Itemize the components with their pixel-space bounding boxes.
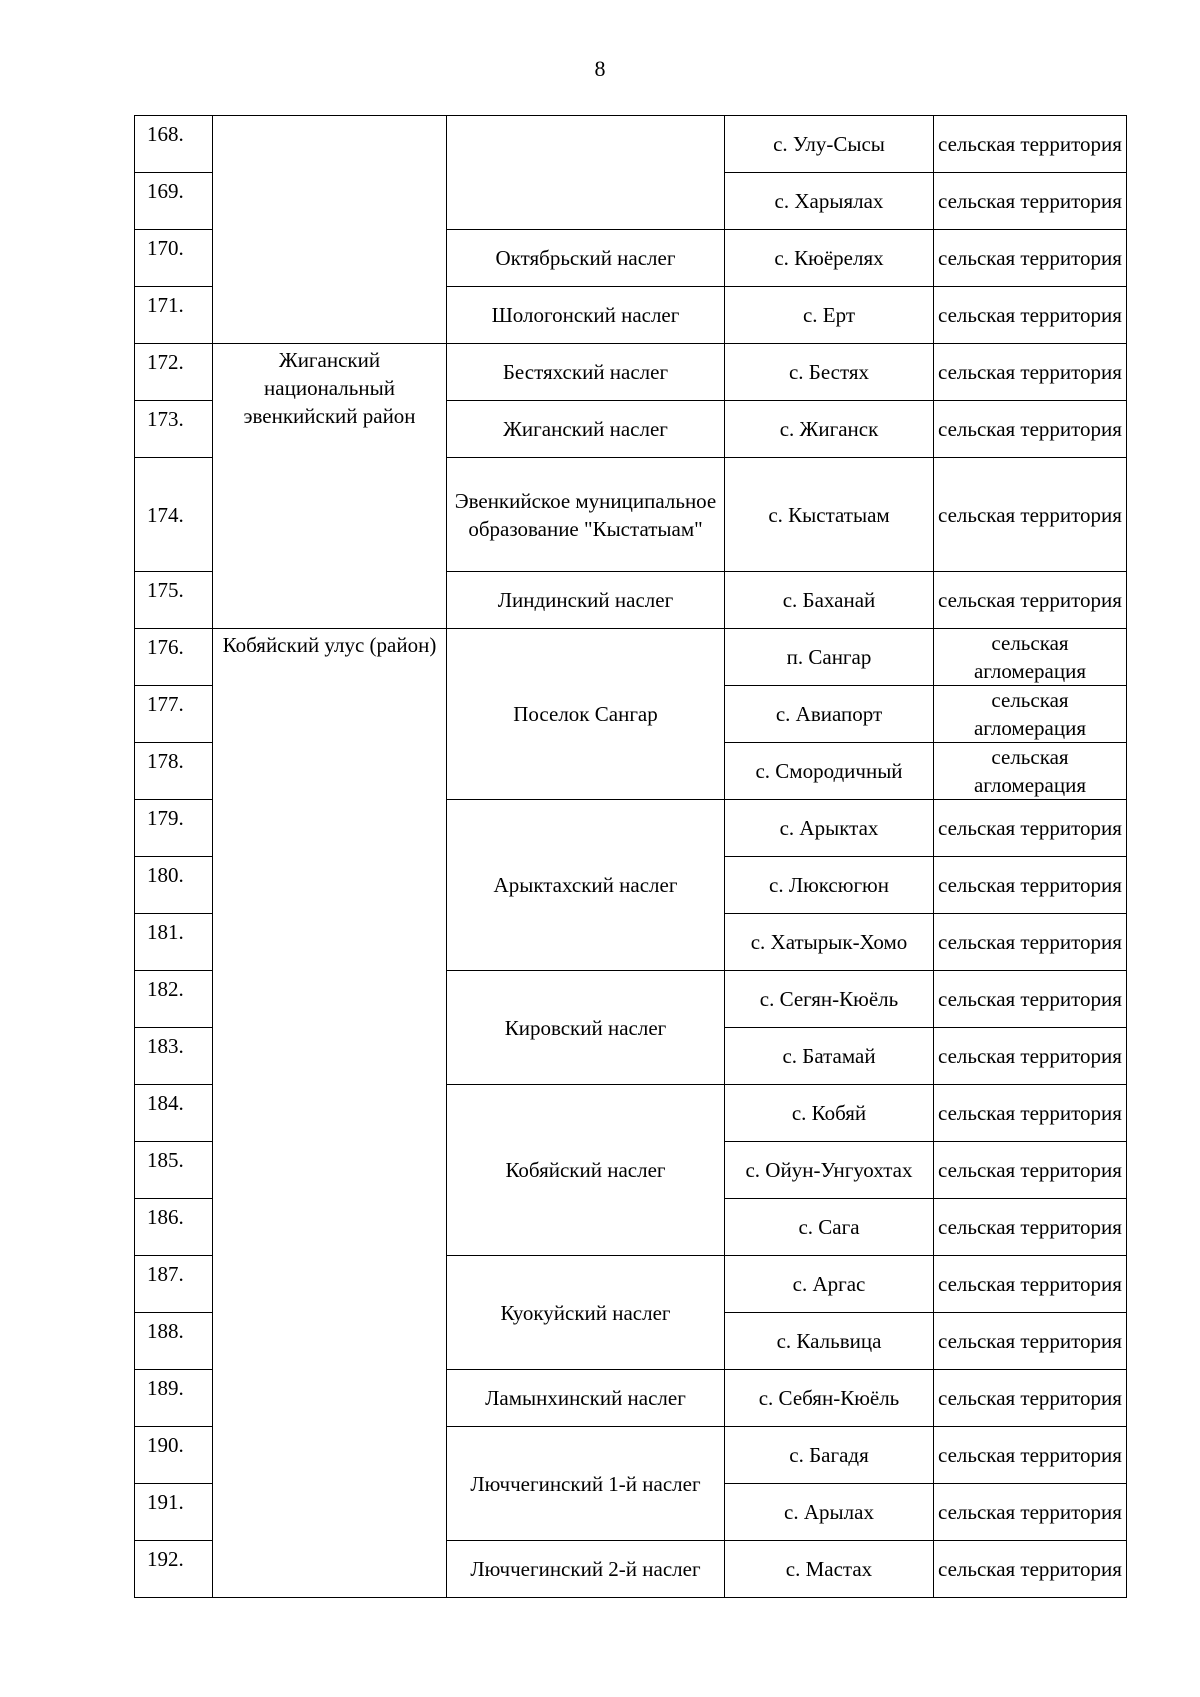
row-number: 188. <box>135 1313 213 1370</box>
settlement-cell: с. Авиапорт <box>725 686 934 743</box>
type-cell: сельская территория <box>934 1028 1127 1085</box>
row-number: 192. <box>135 1541 213 1598</box>
settlement-cell: с. Кюёрелях <box>725 230 934 287</box>
row-number: 177. <box>135 686 213 743</box>
type-cell: сельская территория <box>934 401 1127 458</box>
type-cell: сельская территория <box>934 572 1127 629</box>
row-number: 185. <box>135 1142 213 1199</box>
type-cell: сельская территория <box>934 287 1127 344</box>
settlement-cell: п. Сангар <box>725 629 934 686</box>
settlement-cell: с. Хатырык-Хомо <box>725 914 934 971</box>
row-number: 168. <box>135 116 213 173</box>
type-cell: сельская территория <box>934 857 1127 914</box>
settlement-cell: с. Арыктах <box>725 800 934 857</box>
municipality-cell: Ламынхинский наслег <box>447 1370 725 1427</box>
municipality-cell: Арыктахский наслег <box>447 800 725 971</box>
type-cell: сельская агломерация <box>934 629 1127 686</box>
municipality-cell: Жиганский наслег <box>447 401 725 458</box>
settlement-cell: с. Харыялах <box>725 173 934 230</box>
settlement-cell: с. Аргас <box>725 1256 934 1313</box>
row-number: 175. <box>135 572 213 629</box>
row-number: 181. <box>135 914 213 971</box>
type-cell: сельская территория <box>934 1484 1127 1541</box>
type-cell: сельская территория <box>934 1256 1127 1313</box>
settlement-cell: с. Ойун-Унгуохтах <box>725 1142 934 1199</box>
municipality-cell: Бестяхский наслег <box>447 344 725 401</box>
row-number: 170. <box>135 230 213 287</box>
settlement-cell: с. Ерт <box>725 287 934 344</box>
settlement-cell: с. Мастах <box>725 1541 934 1598</box>
settlement-cell: с. Арылах <box>725 1484 934 1541</box>
table-row <box>135 116 1127 173</box>
row-number: 171. <box>135 287 213 344</box>
settlement-cell: с. Жиганск <box>725 401 934 458</box>
type-cell: сельская территория <box>934 1370 1127 1427</box>
row-number: 191. <box>135 1484 213 1541</box>
settlement-cell: с. Батамай <box>725 1028 934 1085</box>
municipality-cell: Эвенкийское муниципальное образование "Кыстатыам" <box>447 458 725 572</box>
row-number: 172. <box>135 344 213 401</box>
municipality-cell: Кировский наслег <box>447 971 725 1085</box>
municipality-cell: Поселок Сангар <box>447 629 725 800</box>
settlement-cell: с. Сегян-Кюёль <box>725 971 934 1028</box>
district-cell <box>213 116 447 344</box>
settlement-cell: с. Смородичный <box>725 743 934 800</box>
type-cell: сельская территория <box>934 173 1127 230</box>
settlement-cell: с. Кобяй <box>725 1085 934 1142</box>
row-number: 178. <box>135 743 213 800</box>
type-cell: сельская территория <box>934 1427 1127 1484</box>
type-cell: сельская агломерация <box>934 686 1127 743</box>
type-cell: сельская территория <box>934 116 1127 173</box>
settlement-cell: с. Себян-Кюёль <box>725 1370 934 1427</box>
row-number: 187. <box>135 1256 213 1313</box>
type-cell: сельская территория <box>934 344 1127 401</box>
municipality-cell: Люччегинский 1-й наслег <box>447 1427 725 1541</box>
row-number: 183. <box>135 1028 213 1085</box>
type-cell: сельская территория <box>934 1085 1127 1142</box>
settlement-cell: с. Сага <box>725 1199 934 1256</box>
settlement-cell: с. Баханай <box>725 572 934 629</box>
district-cell: Жиганский национальный эвенкийский район <box>213 344 447 629</box>
municipality-cell: Шологонский наслег <box>447 287 725 344</box>
type-cell: сельская территория <box>934 971 1127 1028</box>
municipality-cell: Куокуйский наслег <box>447 1256 725 1370</box>
settlement-cell: с. Бестях <box>725 344 934 401</box>
municipality-cell: Линдинский наслег <box>447 572 725 629</box>
type-cell: сельская территория <box>934 1142 1127 1199</box>
row-number: 176. <box>135 629 213 686</box>
type-cell: сельская территория <box>934 458 1127 572</box>
row-number: 169. <box>135 173 213 230</box>
type-cell: сельская территория <box>934 1541 1127 1598</box>
row-number: 184. <box>135 1085 213 1142</box>
row-number: 189. <box>135 1370 213 1427</box>
municipality-cell: Кобяйский наслег <box>447 1085 725 1256</box>
row-number: 190. <box>135 1427 213 1484</box>
settlement-cell: с. Кыстатыам <box>725 458 934 572</box>
type-cell: сельская территория <box>934 800 1127 857</box>
district-cell: Кобяйский улус (район) <box>213 629 447 1598</box>
type-cell: сельская территория <box>934 1199 1127 1256</box>
row-number: 174. <box>135 458 213 572</box>
type-cell: сельская территория <box>934 230 1127 287</box>
row-number: 173. <box>135 401 213 458</box>
settlement-cell: с. Люксюгюн <box>725 857 934 914</box>
municipality-cell <box>447 116 725 230</box>
type-cell: сельская территория <box>934 914 1127 971</box>
type-cell: сельская территория <box>934 1313 1127 1370</box>
row-number: 186. <box>135 1199 213 1256</box>
table-row <box>135 629 1127 686</box>
row-number: 182. <box>135 971 213 1028</box>
type-cell: сельская агломерация <box>934 743 1127 800</box>
settlements-table <box>134 115 1127 1598</box>
settlement-cell: с. Улу-Сысы <box>725 116 934 173</box>
settlement-cell: с. Багадя <box>725 1427 934 1484</box>
settlement-cell: с. Кальвица <box>725 1313 934 1370</box>
municipality-cell: Люччегинский 2-й наслег <box>447 1541 725 1598</box>
page-number: 8 <box>594 56 606 81</box>
municipality-cell: Октябрьский наслег <box>447 230 725 287</box>
row-number: 179. <box>135 800 213 857</box>
table-row <box>135 344 1127 401</box>
row-number: 180. <box>135 857 213 914</box>
